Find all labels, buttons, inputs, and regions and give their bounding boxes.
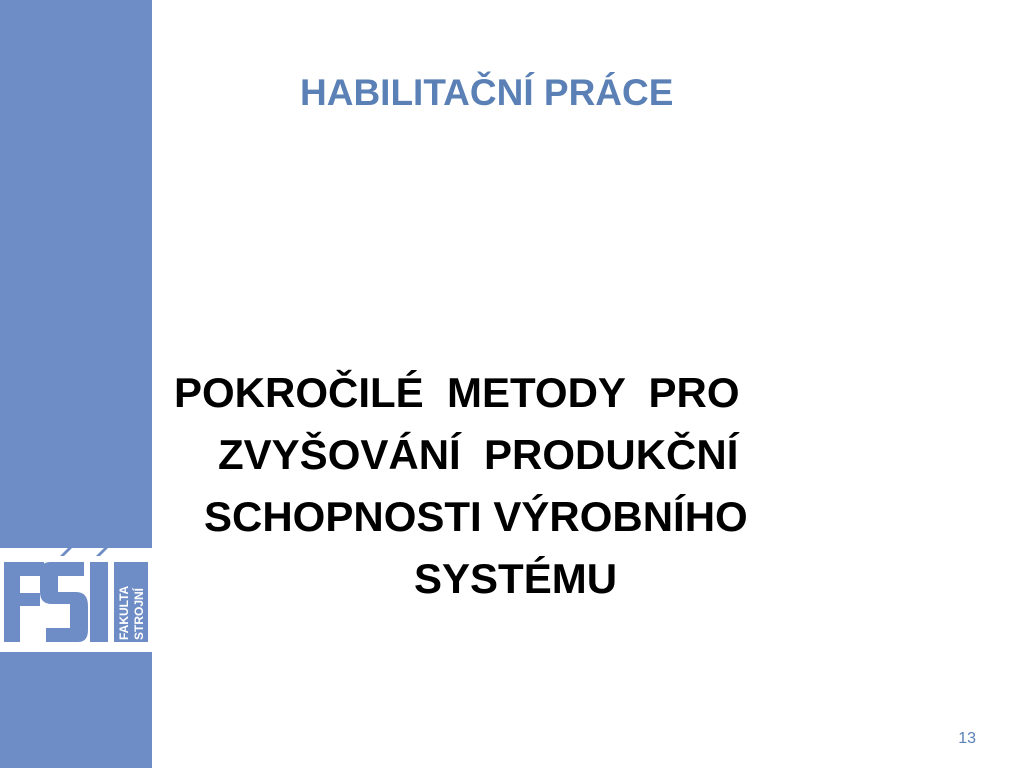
logo-text-fakulta: FAKULTA <box>117 585 131 640</box>
slide-title: HABILITAČNÍ PRÁCE <box>300 72 674 113</box>
logo-text-strojni: STROJNÍ <box>132 587 146 640</box>
slide-body <box>170 362 870 610</box>
body-line: SCHOPNOSTI VÝROBNÍHO <box>204 493 748 540</box>
page-number: 13 <box>958 730 976 747</box>
fsi-logo <box>0 548 152 652</box>
sidebar-band <box>0 0 152 768</box>
body-line: ZVYŠOVÁNÍ PRODUKČNÍ <box>218 431 739 478</box>
body-line: SYSTÉMU <box>414 555 618 602</box>
body-line: POKROČILÉ METODY PRO <box>174 369 740 416</box>
